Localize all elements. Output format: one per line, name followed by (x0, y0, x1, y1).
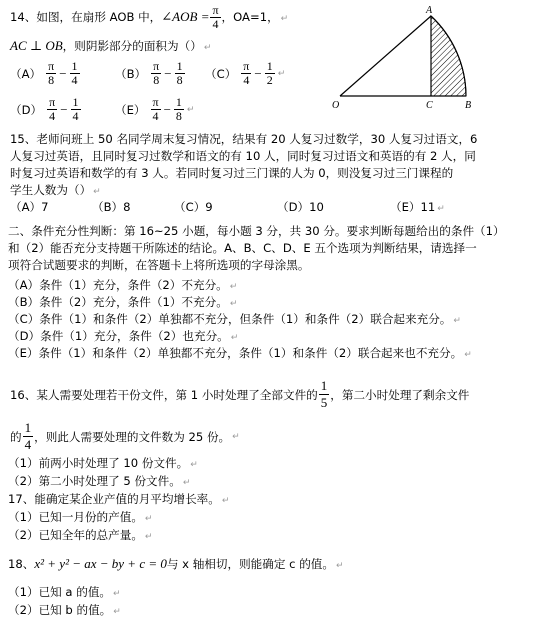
q15-option-c: （C）9 (174, 200, 213, 214)
fraction (174, 96, 184, 123)
section2-option-d (8, 328, 238, 346)
option-label: （B） (115, 66, 147, 81)
option-text: （A）条件（1）充分，条件（2）不充分。 (8, 278, 228, 292)
q17-condition-2 (8, 527, 152, 545)
return-mark: ↵ (221, 496, 230, 506)
fraction-denominator: 8 (175, 109, 182, 123)
fraction-numerator: π (152, 95, 159, 109)
fraction-denominator: 2 (266, 73, 273, 87)
option-label: （D） (10, 102, 43, 117)
return-mark: ↵ (182, 478, 191, 488)
q15-option-e (390, 199, 445, 217)
return-mark: ↵ (464, 350, 472, 360)
option-text: （D）条件（1）充分，条件（2）也充分。 (8, 329, 229, 343)
return-mark: ↵ (437, 204, 445, 214)
q18-condition-1 (8, 584, 121, 602)
q17-condition-1 (8, 509, 152, 527)
q18-condition-2 (8, 602, 121, 620)
fraction-denominator: 5 (320, 395, 328, 410)
q16-line2 (10, 420, 240, 453)
label-b: B (465, 100, 472, 111)
fraction-denominator: 8 (176, 73, 183, 87)
fraction-denominator: 4 (49, 109, 56, 123)
q16-condition-2 (8, 473, 190, 491)
angle-fraction (210, 4, 220, 31)
q14-option-d (10, 96, 82, 123)
option-text: （C）条件（1）和条件（2）单独都不充分，但条件（1）和条件（2）联合起来充分。 (8, 312, 452, 326)
fraction-one-fifth (319, 378, 330, 411)
section2-option-e (8, 345, 472, 363)
q14-option-a (10, 60, 81, 87)
q14-text: 14、如图，在扇形 AOB 中， (10, 10, 162, 24)
return-mark: ↵ (186, 104, 195, 115)
fraction-denominator: 4 (152, 109, 159, 123)
fraction-numerator: π (212, 3, 219, 17)
return-mark: ↵ (230, 333, 239, 343)
fraction-numerator: 1 (24, 420, 32, 435)
q15-line2: 人复习过英语，且同时复习过数学和语文的有 10 人，同时复习过语文和英语的有 2 人，同 (10, 149, 476, 163)
return-mark: ↵ (280, 14, 289, 24)
q15-line1: 15、老师问班上 50 名同学周末复习情况，结果有 20 人复习过数学，30 人复习过语文，6 (10, 132, 478, 146)
return-mark: ↵ (144, 514, 153, 524)
q15-option-d: （D）10 (277, 200, 324, 214)
fraction-denominator: 4 (212, 17, 219, 31)
q16-line1 (10, 378, 469, 411)
q14-option-e (115, 96, 194, 123)
minus-sign: − (163, 101, 171, 117)
option-label: （C） (205, 66, 237, 81)
q14-text: ，则阴影部分的面积为（） (62, 39, 202, 53)
fraction-numerator: 1 (320, 378, 328, 393)
q14-text: ，OA=1， (221, 10, 279, 24)
fraction-denominator: 4 (24, 437, 32, 452)
return-mark: ↵ (113, 607, 121, 617)
fraction-denominator: 8 (153, 73, 160, 87)
q14-option-b (115, 60, 186, 87)
fraction-denominator: 4 (243, 73, 250, 87)
q16-text: ，则此人需要处理的文件数为 25 份。 (34, 429, 231, 444)
return-mark: ↵ (113, 589, 121, 599)
fraction-numerator: π (48, 59, 55, 73)
fraction (70, 60, 80, 87)
fraction (175, 60, 185, 87)
fraction (47, 96, 57, 123)
q15-line4 (10, 182, 101, 200)
return-mark: ↵ (229, 282, 238, 292)
return-mark: ↵ (190, 460, 198, 470)
q15-option-b: （B）8 (92, 200, 131, 214)
option-text: （E）条件（1）和条件（2）单独都不充分，条件（1）和条件（2）联合起来也不充分。 (8, 346, 463, 360)
return-mark: ↵ (203, 43, 212, 53)
fraction-numerator: 1 (266, 59, 273, 73)
fraction-numerator: π (49, 95, 56, 109)
return-mark: ↵ (277, 68, 286, 79)
minus-sign: − (59, 65, 67, 81)
condition-text: （2）已知全年的总产量。 (8, 528, 143, 542)
q15-text: 学生人数为（） (10, 183, 92, 197)
return-mark: ↵ (144, 532, 153, 542)
q17-text: 17、能确定某企业产值的月平均增长率。 (8, 492, 220, 506)
minus-sign: − (164, 65, 172, 81)
q16-text: 16、某人需要处理若干份文件，第 1 小时处理了全部文件的 (10, 387, 318, 402)
section2-line2: 和（2）能否充分支持题干所陈述的结论。A、B、C、D、E 五个选项为判断结果，请选择一 (8, 241, 477, 255)
fraction (46, 60, 56, 87)
fraction-one-quarter (23, 420, 34, 453)
fraction (151, 60, 161, 87)
label-o: O (332, 100, 340, 111)
fraction (151, 96, 161, 123)
fraction-denominator: 4 (71, 73, 78, 87)
shaded-region (431, 16, 466, 96)
q14-line2 (10, 38, 211, 56)
label-a: A (426, 5, 433, 16)
fraction-denominator: 4 (72, 109, 79, 123)
section2-line1: 二、条件充分性判断：第 16~25 小题，每小题 3 分，共 30 分。要求判断每题给出的条件（1） (8, 224, 505, 238)
minus-sign: − (254, 65, 262, 81)
label-c: C (426, 100, 433, 111)
fraction-numerator: π (243, 59, 250, 73)
option-text: （E）11 (390, 200, 436, 214)
segment-oa (340, 16, 431, 96)
option-text: （B）条件（2）充分，条件（1）不充分。 (8, 295, 228, 309)
q18-text: 18、 (8, 557, 35, 571)
q14-option-c (205, 60, 285, 87)
return-mark: ↵ (93, 187, 101, 197)
option-label: （E） (115, 102, 146, 117)
section2-option-a (8, 277, 237, 295)
q14-line1 (10, 4, 288, 31)
fraction (265, 60, 275, 87)
fraction-numerator: 1 (71, 59, 78, 73)
circle-equation: x² + y² − ax − by + c = 0 (34, 556, 167, 571)
condition-text: （1）已知 a 的值。 (8, 585, 112, 599)
fraction-numerator: 1 (176, 59, 183, 73)
q16-text: ，第二小时处理了剩余文件 (330, 387, 470, 402)
fraction (241, 60, 251, 87)
fraction-denominator: 8 (48, 73, 55, 87)
fraction-numerator: 1 (72, 95, 79, 109)
condition-text: （1）前两小时处理了 10 份文件。 (8, 456, 189, 470)
condition-text: （1）已知一月份的产值。 (8, 510, 143, 524)
q18-line (8, 556, 344, 574)
perpendicular-expression: AC ⊥ OB (10, 38, 63, 53)
q15-line3: 时复习过英语和数学的有 3 人。若同时复习过三门课的人为 0，则没复习过三门课程的 (10, 166, 454, 180)
return-mark: ↵ (232, 431, 240, 442)
option-label: （A） (10, 66, 42, 81)
q18-text: 与 x 轴相切，则能确定 c 的值。 (166, 557, 334, 571)
fraction (71, 96, 81, 123)
fraction-numerator: 1 (175, 95, 182, 109)
minus-sign: − (60, 101, 68, 117)
section2-line3: 项符合试题要求的判断，在答题卡上将所选项的字母涂黑。 (8, 258, 310, 272)
section2-option-c (8, 311, 461, 329)
fraction-numerator: π (153, 59, 160, 73)
q17-line (8, 491, 229, 509)
sector-diagram (320, 0, 485, 112)
q16-text: 的 (10, 429, 22, 444)
section2-option-b (8, 294, 237, 312)
return-mark: ↵ (453, 316, 461, 326)
condition-text: （2）第二小时处理了 5 份文件。 (8, 474, 181, 488)
angle-expression: ∠AOB = (161, 9, 210, 24)
return-mark: ↵ (229, 299, 238, 309)
q16-condition-1 (8, 455, 198, 473)
return-mark: ↵ (335, 561, 344, 571)
condition-text: （2）已知 b 的值。 (8, 603, 112, 617)
q15-option-a: （A）7 (10, 200, 49, 214)
